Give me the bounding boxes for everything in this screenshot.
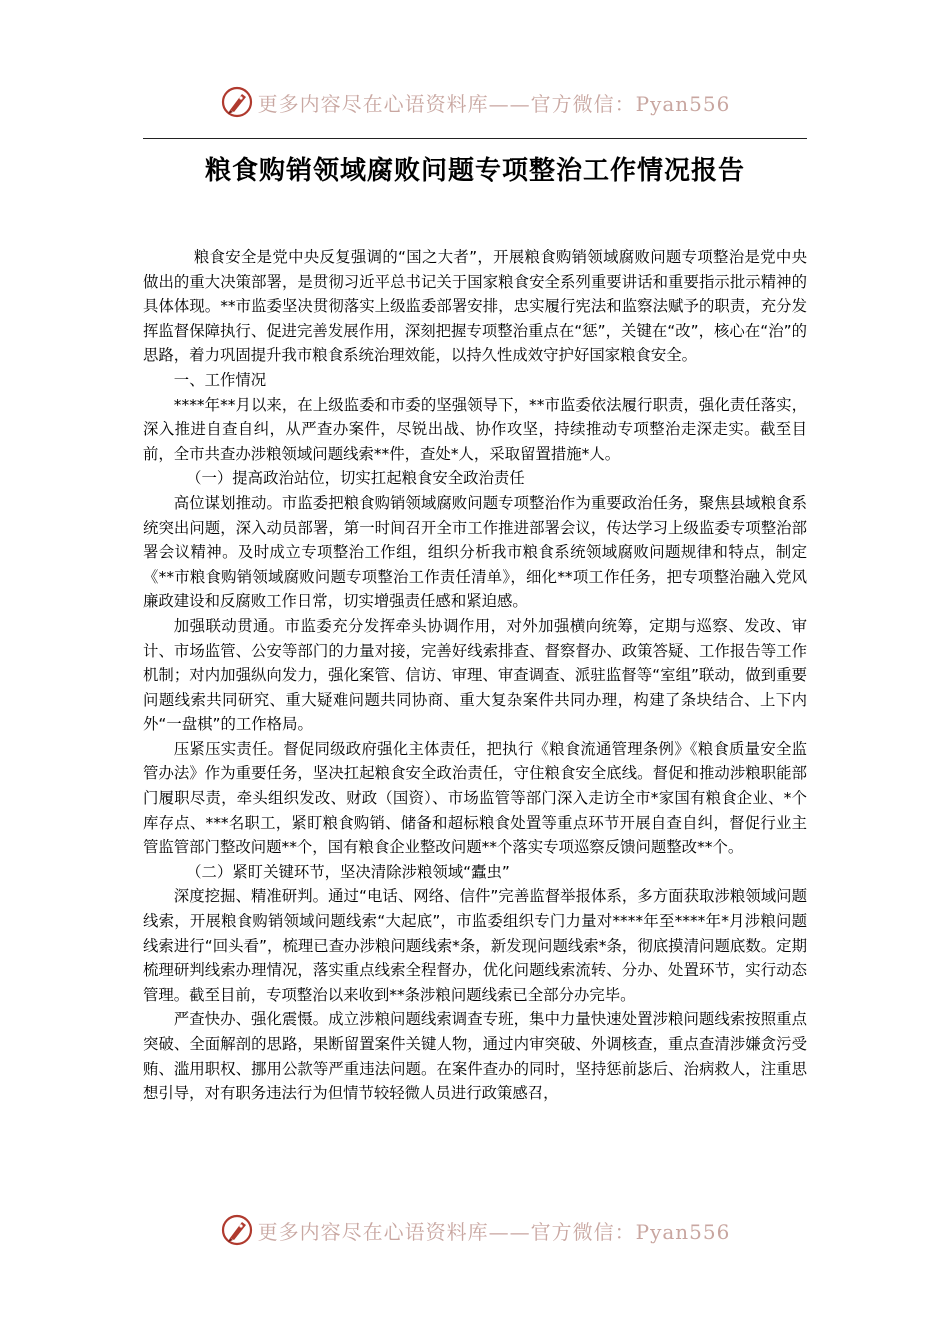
paragraph-responsibility: 压紧压实责任。督促同级政府强化主体责任，把执行《粮食流通管理条例》《粮食质量安全监管办法》作为重要任务，坚决扛起粮食安全政治责任，守住粮食安全底线。督促和推动涉粮职能部门履职尽责，牵头组织发改、财政（国资）、市场监管等部门深入走访全市*家国有粮食企业、*个库存点、***名职工，紧盯粮食购销、储备和超标粮食处置等重点环节开展自查自纠，督促行业主管监管部门整改问题**个，国有粮食企业整改问题**个落实专项巡察反馈问题整改**个。 bbox=[143, 739, 807, 857]
header-banner-text: 更多内容尽在心语资料库——官方微信：Pyan556 bbox=[257, 91, 731, 116]
paragraph-planning: 高位谋划推动。市监委把粮食购销领域腐败问题专项整治作为重要政治任务，聚焦县域粮食系统突出问题，深入动员部署，第一时间召开全市工作推进部署会议，传达学习上级监委专项整治部署会议精神。及时成立专项整治工作组，组织分析我市粮食系统领域腐败问题规律和特点，制定《**市粮食购销领域腐败问题专项整治工作责任清单》，细化**项工作任务，把专项整治融入党风廉政建设和反腐败工作日常，切实增强责任感和紧迫感。 bbox=[143, 493, 807, 611]
section-heading-work-status: 一、工作情况 bbox=[173, 370, 267, 389]
subheading-key-links: （二）紧盯关键环节，坚决清除涉粮领域“蠹虫” bbox=[186, 862, 510, 881]
paragraph-coordination: 加强联动贯通。市监委充分发挥牵头协调作用，对外加强横向统筹，定期与巡察、发改、审计、市场监管、公安等部门的力量对接，完善好线索排查、督察督办、政策答疑、工作报告等工作机制；对内加强纵向发力，强化案管、信访、审理、审查调查、派驻监督等“室组”联动，做到重要问题线索共同研究、重大疑难问题共同协商、重大复杂案件共同办理，构建了条块结合、上下内外“一盘棋”的工作格局。 bbox=[143, 616, 807, 734]
paragraph-research: 深度挖掘、精准研判。通过“电话、网络、信件”完善监督举报体系，多方面获取涉粮领域问题线索，开展粮食购销领域问题线索“大起底”，市监委组织专门力量对****年至****年*月涉粮问题线索进行“回头看”，梳理已查办涉粮问题线索*条，新发现问题线索*条，彻底摸清问题底数。定期梳理研判线索办理情况，落实重点线索全程督办，优化问题线索流转、分办、处置环节，实行动态管理。截至目前，专项整治以来收到**条涉粮问题线索已全部分办完毕。 bbox=[143, 887, 807, 1004]
subheading-political-stance: （一）提高政治站位，切实扛起粮食安全政治责任 bbox=[186, 469, 525, 488]
header-banner bbox=[0, 82, 950, 122]
pen-nib-logo-icon bbox=[220, 85, 254, 119]
footer-banner-text: 更多内容尽在心语资料库——官方微信：Pyan556 bbox=[257, 1219, 731, 1244]
paragraph-intro: 粮食安全是党中央反复强调的“国之大者”，开展粮食购销领域腐败问题专项整治是党中央做出的重大决策部署，是贯彻习近平总书记关于国家粮食安全系列重要讲话和重要指示批示精神的具体体现。**市监委坚决贯彻落实上级监委部署安排，忠实履行宪法和监察法赋予的职责，充分发挥监督保障执行、促进完善发展作用，深刻把握专项整治重点在“惩”，关键在“改”，核心在“治”的思路，着力巩固提升我市粮食系统治理效能，以持久性成效守护好国家粮食安全。 bbox=[143, 248, 807, 365]
header-divider bbox=[143, 138, 807, 139]
pen-nib-logo-icon bbox=[220, 1213, 254, 1247]
document-body bbox=[143, 245, 807, 1106]
document-title: 粮食购销领域腐败问题专项整治工作情况报告 bbox=[204, 156, 745, 186]
paragraph-investigation: 严查快办、强化震慑。成立涉粮问题线索调查专班，集中力量快速处置涉粮问题线索按照重点突破、全面解剖的思路，果断留置案件关键人物，通过内审突破、外调核查，重点查清涉嫌贪污受贿、滥用职权、挪用公款等严重违法问题。在案件查办的同时，坚持惩前毖后、治病救人，注重思想引导，对有职务违法行为但情节较轻微人员进行政策感召， bbox=[143, 1010, 807, 1103]
paragraph-overview: ****年**月以来，在上级监委和市委的坚强领导下，**市监委依法履行职责，强化责任落实，深入推进自查自纠，从严查办案件，尽锐出战、协作攻坚，持续推动专项整治走深走实。截至目前，全市共查办涉粮领域问题线索**件，查处*人，采取留置措施*人。 bbox=[143, 395, 807, 463]
footer-banner bbox=[0, 1210, 950, 1250]
